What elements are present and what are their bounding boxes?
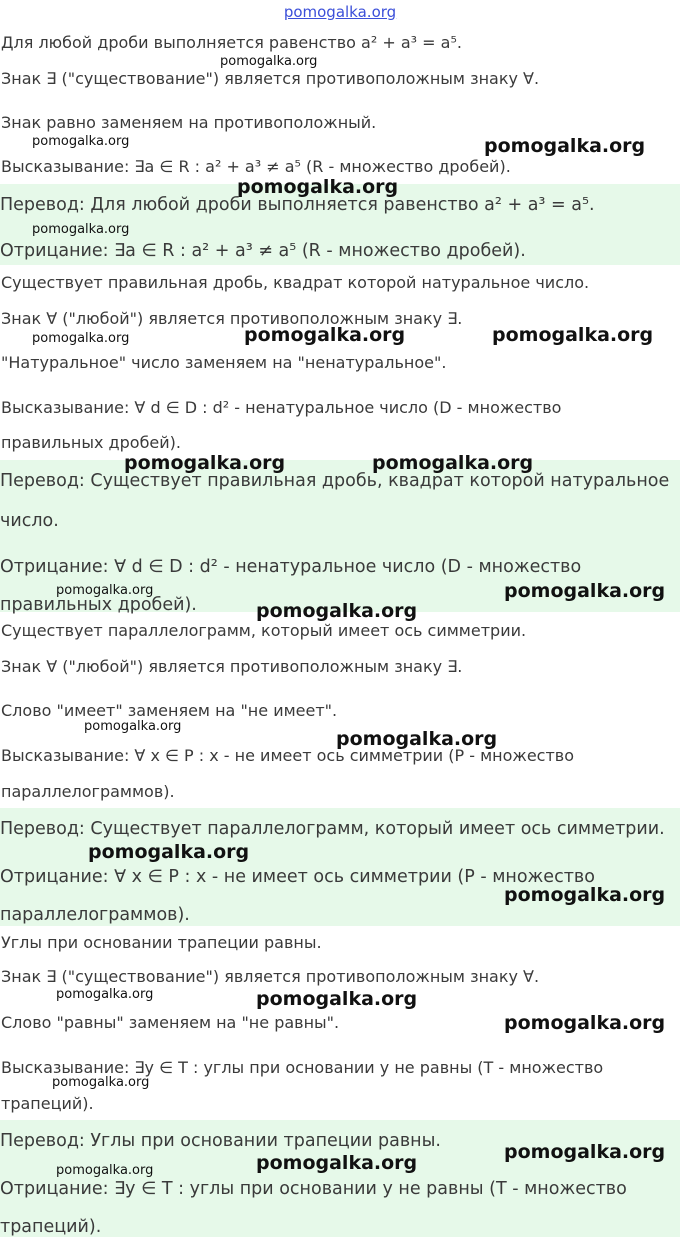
watermark: pomogalka.org bbox=[88, 841, 250, 863]
watermark: pomogalka.org bbox=[484, 135, 646, 157]
translation-1: Перевод: Для любой дроби выполняется равенство a² + a³ = a⁵. bbox=[0, 195, 595, 215]
watermark: pomogalka.org bbox=[256, 988, 418, 1010]
formula-1: Высказывание: ∃a ∈ R : a² + a³ ≠ a⁵ (R - множество дробей). bbox=[1, 157, 511, 176]
watermark: pomogalka.org bbox=[32, 222, 130, 237]
replace-rule-4: Слово "равны" заменяем на "не равны". bbox=[1, 1013, 340, 1032]
watermark: pomogalka.org bbox=[237, 176, 399, 198]
watermark: pomogalka.org bbox=[56, 1163, 154, 1178]
watermark: pomogalka.org bbox=[56, 987, 154, 1002]
watermark: pomogalka.org bbox=[244, 324, 406, 346]
sign-rule-3: Знак ∀ ("любой") является противоположным знаку ∃. bbox=[1, 657, 463, 676]
sign-rule-4: Знак ∃ ("существование") является противоположным знаку ∀. bbox=[1, 967, 540, 986]
formula-2: Высказывание: ∀ d ∈ D : d² - ненатуральное число (D - множество bbox=[1, 398, 562, 417]
watermark: pomogalka.org bbox=[32, 331, 130, 346]
watermark: pomogalka.org bbox=[220, 54, 318, 69]
watermark: pomogalka.org bbox=[336, 728, 498, 750]
statement-4: Углы при основании трапеции равны. bbox=[1, 933, 322, 952]
watermark: pomogalka.org bbox=[256, 1152, 418, 1174]
watermark: pomogalka.org bbox=[372, 452, 534, 474]
watermark: pomogalka.org bbox=[32, 134, 130, 149]
translation-2-cont: число. bbox=[0, 511, 59, 531]
negation-3-cont: параллелограммов). bbox=[0, 905, 190, 925]
negation-4: Отрицание: ∃y ∈ T : углы при основании y не равны (T - множество bbox=[0, 1179, 627, 1199]
formula-3: Высказывание: ∀ x ∈ P : x - не имеет ось симметрии (P - множество bbox=[1, 746, 575, 765]
negation-3: Отрицание: ∀ x ∈ P : x - не имеет ось симметрии (P - множество bbox=[0, 867, 595, 887]
negation-2-cont: правильных дробей). bbox=[0, 595, 197, 615]
replace-rule-2: "Натуральное" число заменяем на "ненатуральное". bbox=[1, 353, 447, 372]
watermark: pomogalka.org bbox=[504, 1012, 666, 1034]
negation-4-cont: трапеций). bbox=[0, 1217, 102, 1237]
sign-rule-2: Знак ∀ ("любой") является противоположным знаку ∃. bbox=[1, 309, 463, 328]
formula-2-cont: правильных дробей). bbox=[1, 433, 181, 452]
statement-3: Существует параллелограмм, который имеет ось симметрии. bbox=[1, 621, 527, 640]
watermark: pomogalka.org bbox=[56, 583, 154, 598]
watermark: pomogalka.org bbox=[504, 580, 666, 602]
statement-2: Существует правильная дробь, квадрат которой натуральное число. bbox=[1, 273, 590, 292]
watermark: pomogalka.org bbox=[492, 324, 654, 346]
formula-3-cont: параллелограммов). bbox=[1, 782, 175, 801]
sign-rule-1: Знак ∃ ("существование") является противоположным знаку ∀. bbox=[1, 69, 540, 88]
replace-rule-1: Знак равно заменяем на противоположный. bbox=[1, 113, 377, 132]
statement-1: Для любой дроби выполняется равенство a² + a³ = a⁵. bbox=[1, 33, 462, 52]
formula-4: Высказывание: ∃y ∈ T : углы при основании y не равны (T - множество bbox=[1, 1058, 604, 1077]
negation-1: Отрицание: ∃a ∈ R : a² + a³ ≠ a⁵ (R - множество дробей). bbox=[0, 241, 526, 261]
site-header-link[interactable]: pomogalka.org bbox=[283, 3, 397, 21]
watermark: pomogalka.org bbox=[256, 600, 418, 622]
replace-rule-3: Слово "имеет" заменяем на "не имеет". bbox=[1, 701, 338, 720]
translation-2: Перевод: Существует правильная дробь, квадрат которой натуральное bbox=[0, 471, 670, 491]
watermark: pomogalka.org bbox=[84, 719, 182, 734]
formula-4-cont: трапеций). bbox=[1, 1094, 94, 1113]
translation-3: Перевод: Существует параллелограмм, который имеет ось симметрии. bbox=[0, 819, 665, 839]
watermark: pomogalka.org bbox=[52, 1075, 150, 1090]
negation-2: Отрицание: ∀ d ∈ D : d² - ненатуральное число (D - множество bbox=[0, 557, 582, 577]
translation-4: Перевод: Углы при основании трапеции равны. bbox=[0, 1131, 441, 1151]
watermark: pomogalka.org bbox=[504, 884, 666, 906]
watermark: pomogalka.org bbox=[124, 452, 286, 474]
watermark: pomogalka.org bbox=[504, 1141, 666, 1163]
